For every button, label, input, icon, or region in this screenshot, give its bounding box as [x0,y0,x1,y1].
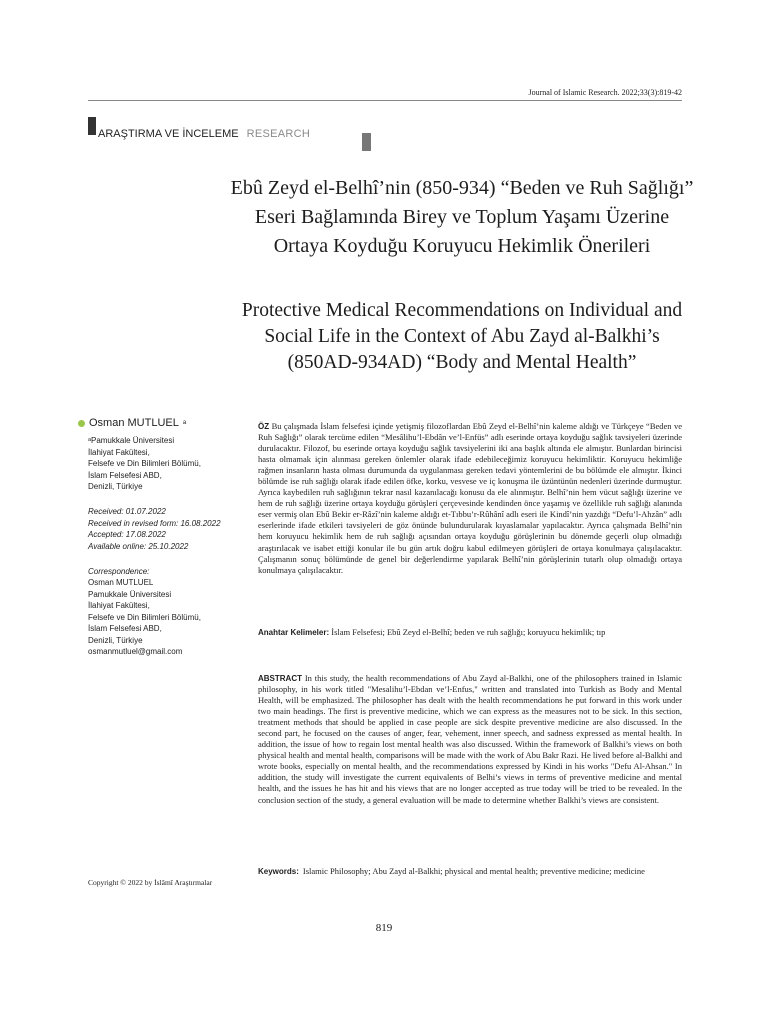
keywords-tr-label: Anahtar Kelimeler: [258,628,330,637]
author-name: Osman MUTLUEL [89,417,179,429]
correspondence-line: İslam Felsefesi ABD, [88,624,162,634]
correspondence-line: Osman MUTLUEL [88,578,154,588]
affiliation-line: Denizli, Türkiye [88,482,143,492]
affiliation-line: Felsefe ve Din Bilimleri Bölümü, [88,459,201,469]
journal-reference: Journal of Islamic Research. 2022;33(3):819-42 [528,88,682,97]
oz-label: ÖZ [258,422,270,431]
correspondence-block [88,566,248,657]
keywords-en-label: Keywords: [258,867,299,876]
title-turkish: Ebû Zeyd el-Belhî’nin (850-934) “Beden ve Ruh Sağlığı” Eseri Bağlamında Birey ve Toplum Yaşamı Üzerine Ortaya Koyduğu Koruyucu Hekimlik Önerileri [230,177,694,257]
correspondence-line: İlahiyat Fakültesi, [88,601,150,611]
affiliation-line: İslam Felsefesi ABD, [88,470,162,480]
date-revised: Received in revised form: 16.08.2022 [88,518,221,528]
author-sidebar [88,418,248,657]
correspondence-line: Felsefe ve Din Bilimleri Bölümü, [88,612,201,622]
correspondence-label: Correspondence: [88,567,150,577]
correspondence-line: Pamukkale Üniversitesi [88,589,172,599]
correspondence-line: Denizli, Türkiye [88,635,143,645]
date-received: Received: 01.07.2022 [88,507,166,517]
section-bar-right [362,133,371,151]
author-bullet-icon [78,420,85,427]
copyright-note: Copyright © 2022 by İslâmî Araştırmalar [88,878,213,887]
oz-text: Bu çalışmada İslam felsefesi içinde yetişmiş filozoflardan Ebû Zeyd el-Belhî’nin kaleme aldığı ve Türkçeye “Beden ve Ruh Sağlığı” olarak tercüme edilen “Mesâlihu’l-Ebdân ve’l-Enfüs” adlı eserinde ortaya koyduğu sağlık tavsiyeleri üzerinde durulacaktır. Filozof, bu eserinde ortaya koyduğu sağlık tavsiyelerini iki ana başlık altında ele almıştır. Bunlardan birincisi hasta olmamak için alınması gereken önlemler olarak ifade edebileceğimiz koruyucu hekimliktir. Koruyucu hekimliğe rağmen insanların hasta olması durumunda da uygulanması gereken tedavi yöntemlerini de bu bölümde ele almıştır. İkinci bölümde ise ruh sağlığı olarak ifade edilen öfke, korku, vesvese ve iç konuşma ile üzüntünün nedenleri üzerinde durmuştur. Ayrıca kaybedilen ruh sağlığının tekrar nasıl kazanılacağı konusu da ele alınmıştır. Belhî’nin hem vücut sağlığı üzerine ve hem de ruh sağlığı üzerine ortaya koyduğu görüşleri çerçevesinde kendinden önce yaşamış ve özellikle ruh sağlığı alanında eser vermiş olan Ebû Bekir er-Râzî’nin kaleme aldığı et-Tıbbu’r-Rûhânî adlı eseri ile Kindî’nin yazdığı “Defu’l-Ahzân” adlı eserlerinde ifade etkileri tavsiyeleri de göz önünde bulundurularak kıyaslamalar yapılacaktır. Ayrıca çalışmada Belhî’nin hem koruyucu hekimlik hem de ruh sağlığı açısından ortaya koyduğu görüşlerinin bu dönemde geçerli olup olmadığı araştırılacak ve isabet ettiği konular ile bu gün artık doğru kabul edilmeyen görüşleri de ortaya konulmaya çalışılacaktır. Çalışmanın sonuç bölümünde de genel bir değerlendirme yapılarak Belhî’nin görüşlerinin tutarlı olup olmadığı ortaya konulmaya çalışılacaktır. [258,421,683,575]
author-superscript: a [182,420,187,426]
section-label-tr: ARAŞTIRMA VE İNCELEME [98,128,239,140]
affiliation-line: ᵃPamukkale Üniversitesi [88,436,175,446]
abstract-label: ABSTRACT [258,674,302,683]
title-english: Protective Medical Recommendations on Individual and Social Life in the Context of Abu Zayd al-Balkhi’s (850AD-934AD) “Body and Mental Health” [241,300,683,373]
section-label [98,128,310,140]
dates-block [88,506,248,552]
abstract-paragraph [258,673,682,806]
date-online: Available online: 25.10.2022 [88,541,189,551]
date-accepted: Accepted: 17.08.2022 [88,530,166,540]
abstract-text: In this study, the health recommendations of Abu Zayd al-Balkhi, one of the philosophers trained in Islamic philosophy, in his work titled "Mesalihu’l-Ebdan ve’l-Enfus," written and translated into Turkish as Body and Mental Health, will be emphasized. The philosopher has dealt with the health recommendations he put forward in this work under two main headings. The first is preventive medicine, which we can express as the measures not to be sick. In this section, treatment methods that should be applied in case people are sick despite preventive medicine are also discussed. In the second part, he focused on the causes of anger, fear, vehement, inner speech, and sadness expressed as mental health. In addition, the issue of how to regain lost mental health was also discussed. Within the framework of Balkhi’s views on both physical health and mental health, comparisons will be made with the work of Abu Bakr Razi. He lived before al-Balkhi and wrote books, especially on mental health, and the recommendations expressed by Kindi in his works "Defu Al-Ahsan." In addition, the study will investigate the current equivalents of Belhi’s views in terms of preventive medicine and mental health, and the issues he has hit and his views that are no longer accepted as true today will be tried to be revealed. In the conclusion section of the study, a general evaluation will be made to determine whether Balkhi’s views are consistent. [258,673,683,805]
affiliation-block [88,435,248,492]
author-email[interactable]: osmanmutluel@gmail.com [88,646,183,656]
keywords-tr-text: İslam Felsefesi; Ebû Zeyd el-Belhî; beden ve ruh sağlığı; koruyucu hekimlik; tıp [331,627,606,637]
affiliation-line: İlahiyat Fakültesi, [88,447,150,457]
section-bar-left [88,117,96,135]
keywords-en-text: Islamic Philosophy; Abu Zayd al-Balkhi; physical and mental health; preventive medicine; medicine [302,866,645,876]
header-rule [88,100,682,101]
oz-paragraph [258,421,682,576]
keywords-turkish [258,627,682,638]
page-number: 819 [375,922,393,934]
author-line [78,418,248,429]
keywords-english [258,866,682,877]
section-label-en: RESEARCH [246,128,311,140]
